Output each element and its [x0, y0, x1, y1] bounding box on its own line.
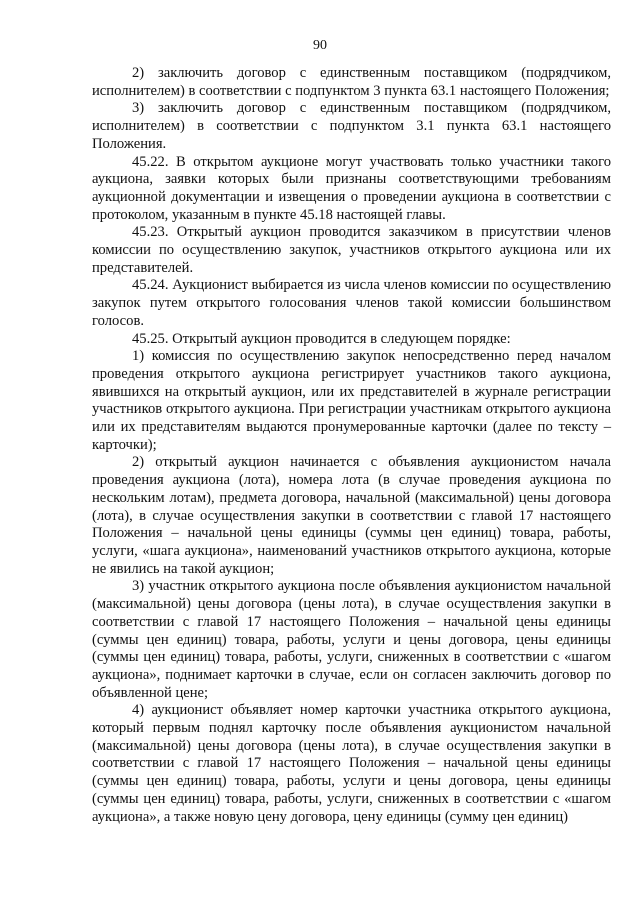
paragraph-procedure-4: 4) аукционист объявляет номер карточки участника открытого аукциона, который первым поднял карточку после объявления аукционистом начальной (максимальной) цены договора (цены лота), в случае осуществления закупки в соответствии с главой 17 настоящего Положения – начальной цены единицы (суммы цен единиц) товара, работы, услуги и цены договора, цены единицы (суммы цен единиц) товара, работы, услуги, сниженных в соответствии с «шагом аукциона», а также новую цену договора, цену единицы (сумму цен единиц): [92, 702, 611, 825]
paragraph-45-24: 45.24. Аукционист выбирается из числа членов комиссии по осуществлению закупок путем открытого голосования членов такой комиссии большинством голосов.: [92, 277, 611, 329]
paragraph-procedure-1: 1) комиссия по осуществлению закупок непосредственно перед началом проведения открытого аукциона регистрирует участников такого аукциона, явившихся на открытый аукцион, или их представителей в журнале регистрации участников открытого аукциона. При регистрации участникам открытого аукциона или их представителям выдаются пронумерованные карточки (далее по тексту – карточки);: [92, 348, 611, 453]
document-body: [92, 65, 611, 826]
paragraph-procedure-3: 3) участник открытого аукциона после объявления аукционистом начальной (максимальной) цены договора (цены лота), в случае осуществления закупки в соответствии с главой 17 настоящего Положения – начальной цены единицы (суммы цен единиц) товара, работы, услуги и цены договора, цены единицы (суммы цен единиц) товара, работы, услуги, сниженных в соответствии с «шагом аукциона», поднимает карточки в случае, если он согласен заключить договор по объявленной цене;: [92, 578, 611, 701]
paragraph-procedure-2: 2) открытый аукцион начинается с объявления аукционистом начала проведения аукциона (лота), номера лота (в случае проведения аукциона по нескольким лотам), предмета договора, начальной (максимальной) цены договора (лота), в случае осуществления закупки в соответствии с главой 17 настоящего Положения – начальной цены единицы (суммы цен единиц) товара, работы, услуги, «шага аукциона», наименований участников открытого аукциона, которые не явились на такой аукцион;: [92, 454, 611, 577]
paragraph-45-22: 45.22. В открытом аукционе могут участвовать только участники такого аукциона, заявки которых были признаны соответствующими требованиям аукционной документации и извещения о проведении аукциона в соответствии с протоколом, указанным в пункте 45.18 настоящей главы.: [92, 153, 611, 223]
page-number: 90: [313, 38, 327, 53]
paragraph-45-25: 45.25. Открытый аукцион проводится в следующем порядке:: [132, 330, 511, 347]
paragraph-subitem-2: 2) заключить договор с единственным поставщиком (подрядчиком, исполнителем) в соответствии с подпунктом 3 пункта 63.1 настоящего Положения;: [92, 65, 611, 99]
paragraph-45-23: 45.23. Открытый аукцион проводится заказчиком в присутствии членов комиссии по осуществлению закупок, участников открытого аукциона или их представителей.: [92, 224, 611, 276]
paragraph-subitem-3: 3) заключить договор с единственным поставщиком (подрядчиком, исполнителем) в соответствии с подпунктом 3.1 пункта 63.1 настоящего Положения.: [92, 100, 611, 152]
